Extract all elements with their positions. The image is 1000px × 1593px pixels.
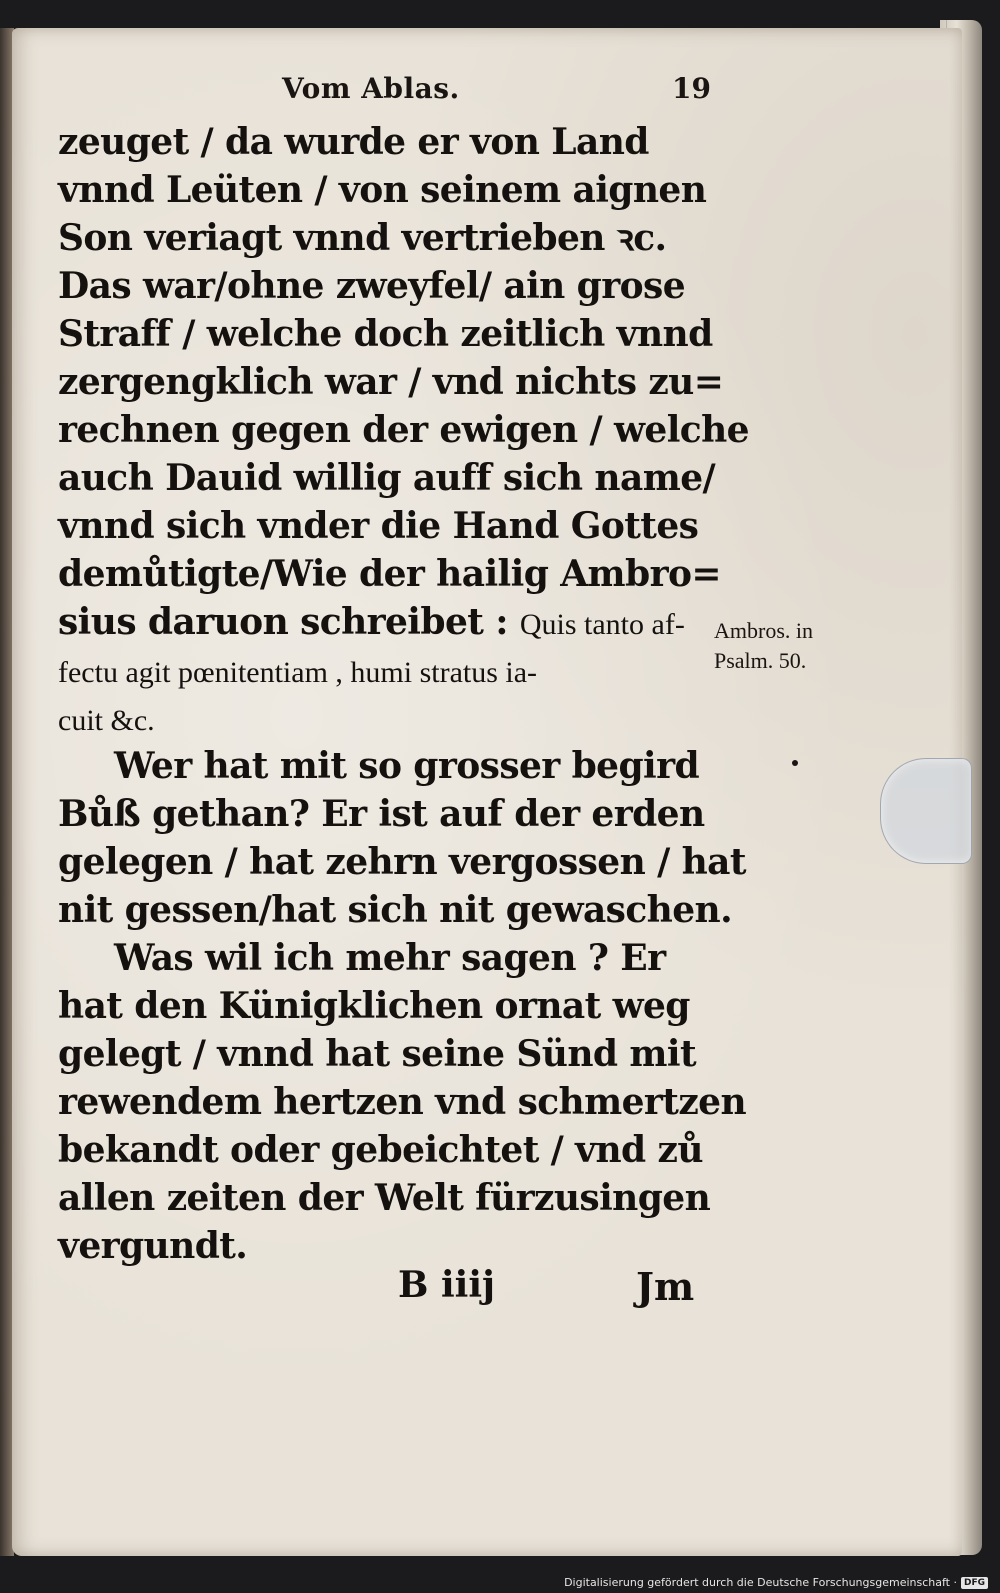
blackletter-text: rewendem hertzen vnd schmertzen [58,1081,747,1123]
marginal-note-line: Ambros. in [714,618,813,643]
text-line [58,1222,718,1270]
blackletter-text: sius daruon schreibet : [58,601,508,643]
catchword: Jm [636,1264,695,1309]
dfg-logo: DFG [961,1577,988,1589]
text-line [58,1078,747,1126]
blackletter-text: Bůß gethan? Er ist auf der erden [58,793,705,835]
running-head: Vom Ablas. [282,72,460,105]
text-line [58,1174,718,1222]
text-line [58,214,718,262]
ink-dot [792,760,798,766]
text-line [58,646,718,694]
marginal-note-line: Psalm. 50. [714,648,807,673]
blackletter-text: Das war/ohne zweyfel/ ain grose [58,265,686,307]
text-line [58,790,718,838]
text-line [58,1126,718,1174]
text-line [58,502,718,550]
text-line [58,934,718,982]
blackletter-text: zergengklich war / vnd nichts zu= [58,361,724,403]
text-line [58,742,718,790]
blackletter-text: Son veriagt vnnd vertrieben ꝛc. [58,217,667,259]
text-line [58,358,724,406]
latin-quote-text: Quis tanto af- [519,608,685,641]
page-number: 19 [672,72,711,105]
text-line [58,118,718,166]
latin-quote-text: fectu agit pœnitentiam , humi stratus ia- [58,656,538,689]
blackletter-text: Was wil ich mehr sagen ? Er [114,937,666,979]
blackletter-text: vnnd sich vnder die Hand Gottes [58,505,699,547]
blackletter-text: auch Dauid willig auff sich name/ [58,457,716,499]
blackletter-text: rechnen gegen der ewigen / welche [58,409,749,451]
blackletter-text: vergundt. [58,1225,248,1267]
blackletter-text: hat den Künigklichen ornat weg [58,985,690,1027]
blackletter-text: vnnd Leüten / von seinem aignen [58,169,707,211]
latin-quote-text: cuit &c. [58,704,155,737]
blackletter-text: gelegt / vnnd hat seine Sünd mit [58,1033,697,1075]
text-line [58,262,718,310]
page-footer [58,1264,718,1324]
text-line [58,550,721,598]
text-line [58,454,718,502]
blackletter-text: Straff / welche doch zeitlich vnnd [58,313,713,355]
blackletter-text: bekandt oder gebeichtet / vnd zů [58,1129,703,1171]
text-line [58,838,746,886]
text-line [58,1030,718,1078]
credit-text: Digitalisierung gefördert durch die Deutsche Forschungsgemeinschaft · [564,1576,957,1589]
marginal-note [714,616,813,676]
blackletter-text: Wer hat mit so grosser begird [114,745,700,787]
text-line [58,310,718,358]
blackletter-text: allen zeiten der Welt fürzusingen [58,1177,711,1219]
blackletter-text: zeuget / da wurde er von Land [58,121,649,163]
text-line [58,694,718,742]
signature-mark: B iiij [398,1264,496,1306]
blackletter-text: nit gessen/hat sich nit gewaschen. [58,889,733,931]
text-line [58,598,718,646]
blackletter-text: gelegen / hat zehrn vergossen / hat [58,841,746,883]
text-line [58,982,718,1030]
text-line [58,406,749,454]
text-line [58,886,733,934]
page-tab-clip [880,758,972,864]
digitization-credit [564,1576,988,1589]
text-line [58,166,718,214]
main-text-block [58,118,749,1270]
blackletter-text: demůtigte/Wie der hailig Ambro= [58,553,721,595]
